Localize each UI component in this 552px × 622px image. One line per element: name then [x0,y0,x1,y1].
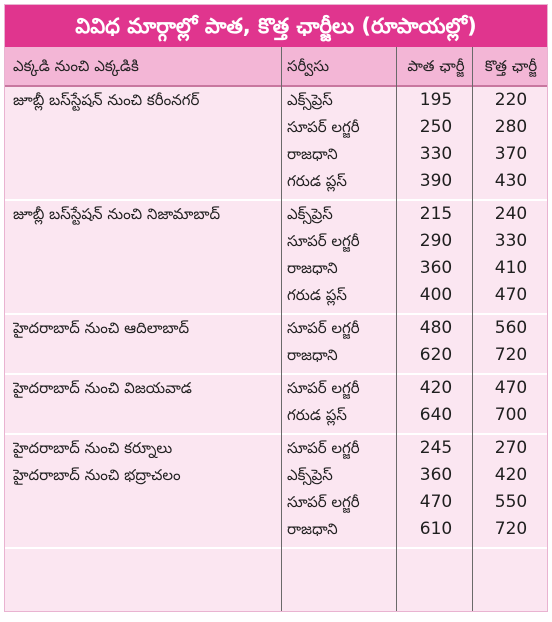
group-spacer [5,195,547,199]
route-group [5,435,547,549]
table-row [5,342,547,369]
old-fare-cell: 195 [419,90,453,110]
new-fare-cell: 220 [494,90,528,110]
table-row [5,168,547,195]
table-row [5,201,547,228]
service-cell: రాజధాని [287,520,338,538]
service-cell: సూపర్ లగ్జరీ [287,319,360,337]
service-cell: సూపర్ లగ్జరీ [287,118,360,136]
table-body [5,87,547,549]
old-fare-cell: 330 [419,144,453,164]
table-header [5,47,547,87]
service-cell: సూపర్ లగ్జరీ [287,439,360,457]
table-row [5,489,547,516]
old-fare-cell: 360 [419,258,453,278]
new-fare-cell: 420 [494,465,528,485]
route-cell: జూబ్లీ బస్‌స్టేషన్ నుంచి కరీంనగర్ [13,91,200,109]
route-group [5,201,547,315]
old-fare-cell: 480 [419,318,453,338]
service-cell: ఎక్స్‌ప్రెస్ [287,91,333,109]
route-group [5,375,547,435]
service-cell: రాజధాని [287,346,338,364]
table-row [5,114,547,141]
table-row [5,402,547,429]
route-cell: హైదరాబాద్ నుంచి ఆదిలాబాద్ [13,319,190,337]
service-cell: గరుడ ప్లస్ [287,406,347,424]
new-fare-cell: 470 [494,285,528,305]
route-cell: హైదరాబాద్ నుంచి కర్నూలు [13,439,173,457]
route-cell: జూబ్లీ బస్‌స్టేషన్ నుంచి నిజామాబాద్ [13,205,221,223]
header-route: ఎక్కడి నుంచి ఎక్కడికి [13,57,139,75]
service-cell: రాజధాని [287,145,338,163]
table-row [5,282,547,309]
column-divider [396,47,397,611]
table-row [5,228,547,255]
new-fare-cell: 560 [494,318,528,338]
new-fare-cell: 280 [494,117,528,137]
group-spacer [5,309,547,313]
new-fare-cell: 270 [494,438,528,458]
old-fare-cell: 610 [419,519,453,539]
header-new-fare: కొత్త ఛార్జీ [484,57,538,75]
header-old-fare: పాత ఛార్జీ [407,57,465,75]
service-cell: ఎక్స్‌ప్రెస్ [287,205,333,223]
route-cell: హైదరాబాద్ నుంచి భద్రాచలం [13,466,181,484]
table-row [5,315,547,342]
group-spacer [5,543,547,547]
new-fare-cell: 430 [494,171,528,191]
service-cell: ఎక్స్‌ప్రెస్ [287,466,333,484]
table-row [5,462,547,489]
table-row [5,141,547,168]
new-fare-cell: 550 [494,492,528,512]
old-fare-cell: 290 [419,231,453,251]
new-fare-cell: 720 [494,519,528,539]
column-divider [472,47,473,611]
header-service: సర్వీసు [287,57,330,75]
table-row [5,375,547,402]
table-row [5,516,547,543]
table-title: వివిధ మార్గాల్లో పాత, కొత్త ఛార్జీలు (రూపాయల్లో) [5,5,547,47]
service-cell: గరుడ ప్లస్ [287,172,347,190]
old-fare-cell: 620 [419,345,453,365]
new-fare-cell: 330 [494,231,528,251]
old-fare-cell: 215 [419,204,453,224]
old-fare-cell: 470 [419,492,453,512]
old-fare-cell: 390 [419,171,453,191]
old-fare-cell: 360 [419,465,453,485]
service-cell: రాజధాని [287,259,338,277]
group-spacer [5,369,547,373]
new-fare-cell: 370 [494,144,528,164]
new-fare-cell: 240 [494,204,528,224]
new-fare-cell: 470 [494,378,528,398]
old-fare-cell: 250 [419,117,453,137]
service-cell: సూపర్ లగ్జరీ [287,232,360,250]
table-row [5,435,547,462]
old-fare-cell: 245 [419,438,453,458]
table-row [5,87,547,114]
route-cell: హైదరాబాద్ నుంచి విజయవాడ [13,379,192,397]
fare-table [4,4,548,612]
service-cell: గరుడ ప్లస్ [287,286,347,304]
service-cell: సూపర్ లగ్జరీ [287,379,360,397]
group-spacer [5,429,547,433]
new-fare-cell: 720 [494,345,528,365]
column-divider [281,47,282,611]
old-fare-cell: 420 [419,378,453,398]
old-fare-cell: 400 [419,285,453,305]
new-fare-cell: 700 [494,405,528,425]
old-fare-cell: 640 [419,405,453,425]
route-group [5,315,547,375]
service-cell: సూపర్ లగ్జరీ [287,493,360,511]
table-row [5,255,547,282]
route-group [5,87,547,201]
new-fare-cell: 410 [494,258,528,278]
